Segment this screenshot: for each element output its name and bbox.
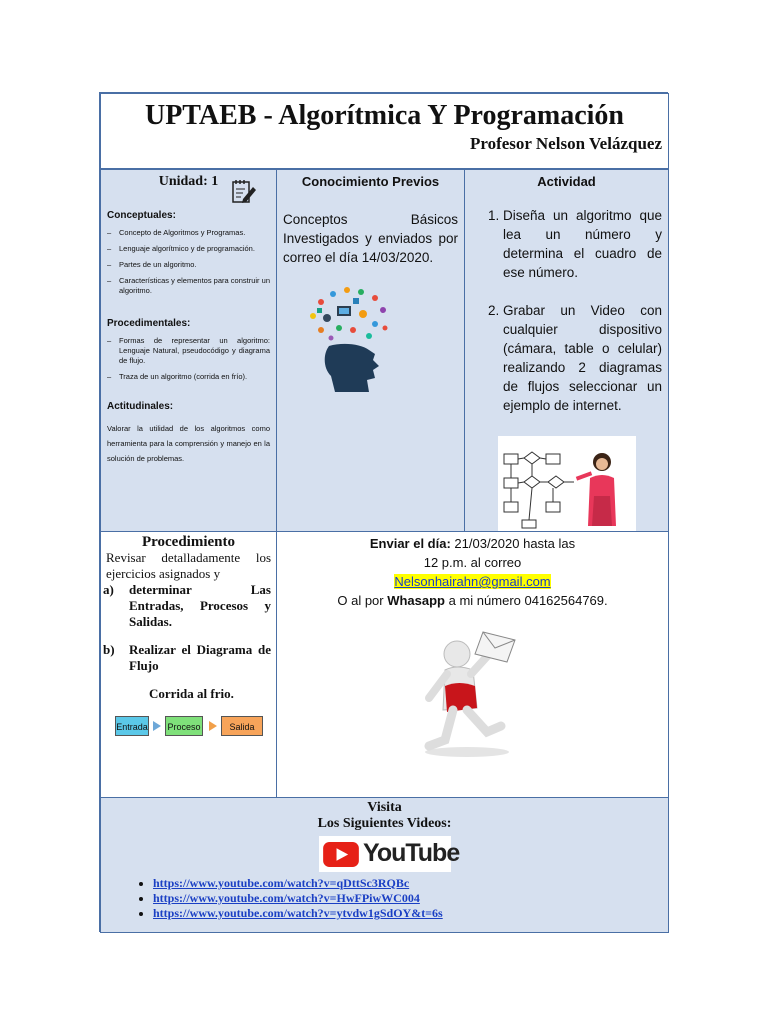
envio-date: 21/03/2020 hasta las: [450, 536, 576, 551]
notepad-pencil-icon: [231, 178, 257, 204]
conceptuales-list: [107, 228, 270, 302]
flowchart-woman-illustration: [498, 436, 636, 532]
person-mail-illustration: [407, 628, 527, 758]
list-item: – Formas de representar un algoritmo: Lenguaje Natural, pseudocódigo y diagrama de flujo.: [107, 336, 270, 366]
actitudinales-title: Actitudinales:: [107, 401, 174, 412]
list-item: – Partes de un algoritmo.: [107, 260, 270, 270]
conocimiento-cell: [276, 169, 465, 532]
item-a-label: a): [103, 582, 114, 597]
procedimentales-title: Procedimentales:: [107, 318, 191, 329]
envio-line-3: [277, 572, 668, 591]
video-link-1[interactable]: https://www.youtube.com/watch?v=qDttSc3RQBc: [153, 876, 410, 890]
page-title: UPTAEB - Algorítmica Y Programación: [144, 100, 625, 131]
visita-heading: [101, 800, 668, 832]
procedimiento-intro: Revisar detalladamente los ejercicios asignados y: [106, 550, 271, 581]
video-link-2[interactable]: https://www.youtube.com/watch?v=HwFPiwWC004: [153, 891, 420, 905]
list-item: – Características y elementos para construir un algoritmo.: [107, 276, 270, 296]
conocimiento-heading: Conocimiento Previos: [301, 174, 440, 189]
list-item: [153, 891, 443, 906]
item-b-label: b): [103, 642, 115, 657]
procedimiento-cell: [100, 531, 277, 798]
list-item: [153, 906, 443, 921]
head-ideas-illustration: [299, 284, 399, 394]
actividad-heading: Actividad: [537, 174, 596, 189]
youtube-logo: [319, 836, 460, 872]
procedimiento-item-a: [103, 582, 271, 630]
envio-line-4: [277, 591, 668, 610]
whatsapp-label: Whasapp: [387, 593, 446, 608]
flow-salida: Salida: [221, 716, 263, 736]
visita-title: Visita: [367, 800, 402, 815]
header-cell: [100, 93, 669, 169]
list-item: [153, 876, 443, 891]
professor-name: Profesor Nelson Velázquez: [469, 134, 662, 153]
video-links: [133, 876, 443, 921]
procedimiento-item-b: [103, 642, 271, 674]
procedimiento-heading: Procedimiento: [141, 534, 236, 550]
corrida-text: Corrida al frio.: [149, 686, 234, 701]
envio-line-2: 12 p.m. al correo: [423, 555, 522, 570]
envio-cell: [276, 531, 669, 798]
videos-subtitle: Los Siguientes Videos:: [317, 816, 452, 831]
list-item: – Traza de un algoritmo (corrida en frío).: [107, 372, 270, 382]
flow-entrada: Entrada: [115, 716, 149, 736]
videos-cell: [100, 797, 669, 933]
unidad-heading: Unidad: 1: [158, 174, 219, 189]
youtube-play-icon: [323, 842, 359, 867]
video-link-3[interactable]: https://www.youtube.com/watch?v=ytvdw1gSdOY&t=6s: [153, 906, 443, 920]
list-item: 1. Diseña un algoritmo que lea un número y determina el cuadro de ese número.: [503, 206, 662, 282]
list-item: – Lenguaje algorítmico y de programación.: [107, 244, 270, 254]
procedimentales-list: [107, 336, 270, 388]
actividad-cell: [464, 169, 669, 532]
flow-proceso: Proceso: [165, 716, 203, 736]
conocimiento-text: Conceptos Básicos Investigados y enviados por correo el día 14/03/2020.: [283, 212, 458, 265]
list-item: 2. Grabar un Video con cualquier dispositivo (cámara, table o celular) realizando 2 diagramas de flujos seleccionar un ejemplo de internet.: [503, 301, 662, 415]
unidad-cell: [100, 169, 277, 532]
item-a-text: determinar Las Entradas, Procesos y Salidas.: [129, 582, 271, 629]
envio-line-1: [277, 534, 668, 553]
list-item: – Concepto de Algoritmos y Programas.: [107, 228, 270, 238]
envio-label: Enviar el día:: [369, 536, 451, 551]
whatsapp-number: a mi número 04162564769.: [445, 593, 608, 608]
youtube-logo-text: YouTube: [363, 839, 460, 867]
actitudinales-text: Valorar la utilidad de los algoritmos como herramienta para la comprensión y manejo en la solución de problemas.: [107, 424, 270, 463]
document-frame: [99, 92, 668, 932]
whatsapp-pre: O al por: [337, 593, 388, 608]
email-link[interactable]: Nelsonhairahn@gmail.com: [394, 574, 551, 589]
item-b-text: Realizar el Diagrama de Flujo: [129, 642, 271, 673]
flow-arrow-icon: [153, 721, 161, 731]
envio-text: [277, 534, 668, 610]
flow-arrow-icon: [209, 721, 217, 731]
conceptuales-title: Conceptuales:: [107, 210, 176, 221]
actividad-list: [481, 206, 662, 434]
